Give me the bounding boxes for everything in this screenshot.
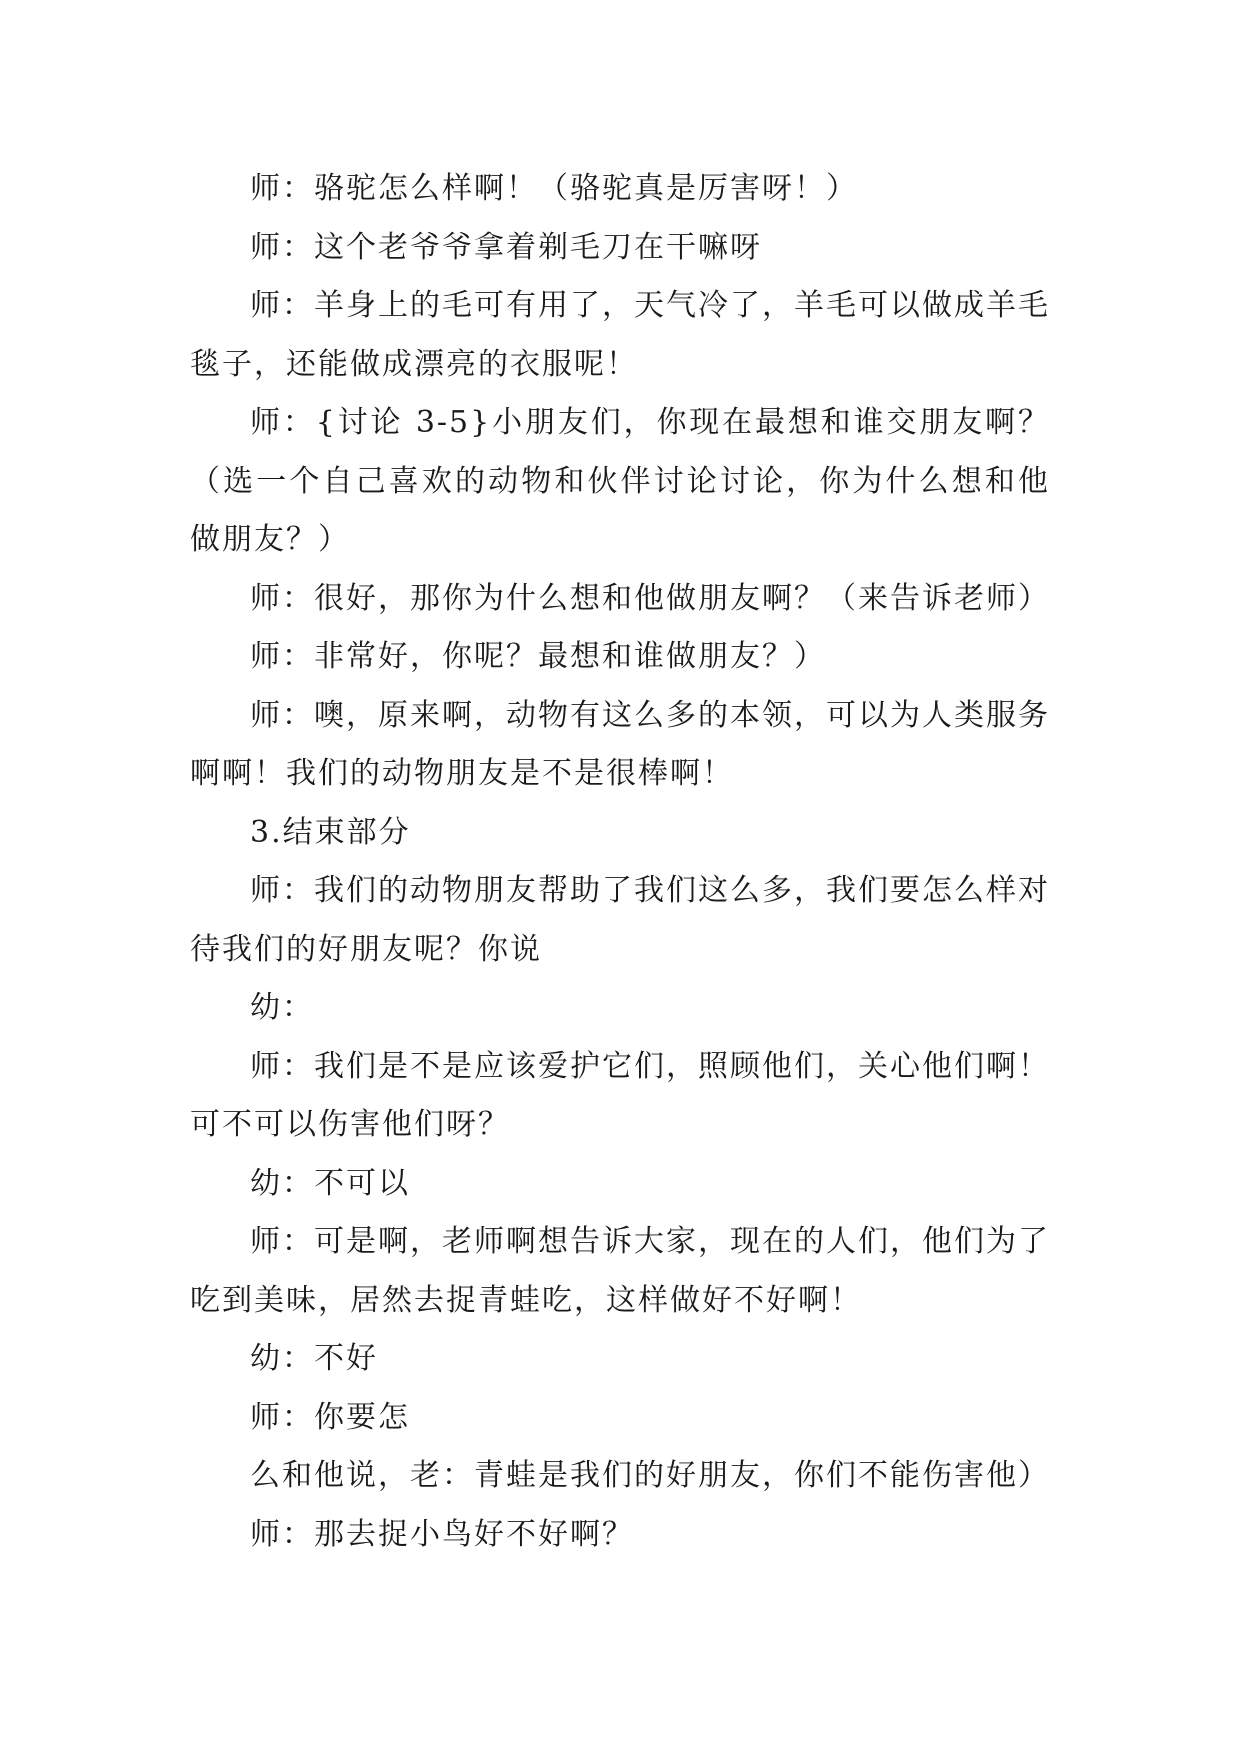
- paragraph-13: 师：可是啊，老师啊想告诉大家，现在的人们，他们为了吃到美味，居然去捉青蛙吃，这样做好不好啊！: [190, 1224, 1050, 1318]
- paragraph-4: 师：{讨论 3-5}小朋友们，你现在最想和谁交朋友啊？（选一个自己喜欢的动物和伙伴讨论讨论，你为什么想和他做朋友？）: [190, 405, 1050, 557]
- paragraph-5: 师：很好，那你为什么想和他做朋友啊？（来告诉老师）: [250, 580, 1050, 616]
- paragraph-14: 幼：不好: [250, 1341, 378, 1376]
- paragraph-12: 幼：不可以: [250, 1165, 410, 1201]
- paragraph-9: 师：我们的动物朋友帮助了我们这么多，我们要怎么样对待我们的好朋友呢？你说: [190, 873, 1050, 967]
- paragraph-17: 师：那去捉小鸟好不好啊？: [250, 1516, 634, 1552]
- paragraph-15: 师：你要怎: [250, 1399, 410, 1435]
- paragraph-7: 师：噢，原来啊，动物有这么多的本领，可以为人类服务啊啊！我们的动物朋友是不是很棒啊！: [190, 697, 1050, 791]
- paragraph-10: 幼：: [250, 990, 314, 1025]
- section-heading: 3.结束部分: [250, 814, 411, 850]
- paragraph-3: 师：羊身上的毛可有用了，天气冷了，羊毛可以做成羊毛毯子，还能做成漂亮的衣服呢！: [190, 288, 1050, 382]
- document-body: [190, 160, 1050, 1564]
- paragraph-2: 师：这个老爷爷拿着剃毛刀在干嘛呀: [250, 229, 762, 265]
- paragraph-11: 师：我们是不是应该爱护它们，照顾他们，关心他们啊！可不可以伤害他们呀？: [190, 1048, 1050, 1142]
- paragraph-1: 师：骆驼怎么样啊！（骆驼真是厉害呀！）: [250, 171, 858, 206]
- paragraph-6: 师：非常好，你呢？最想和谁做朋友？）: [250, 639, 826, 674]
- paragraph-16: 么和他说，老：青蛙是我们的好朋友，你们不能伤害他）: [250, 1458, 1050, 1493]
